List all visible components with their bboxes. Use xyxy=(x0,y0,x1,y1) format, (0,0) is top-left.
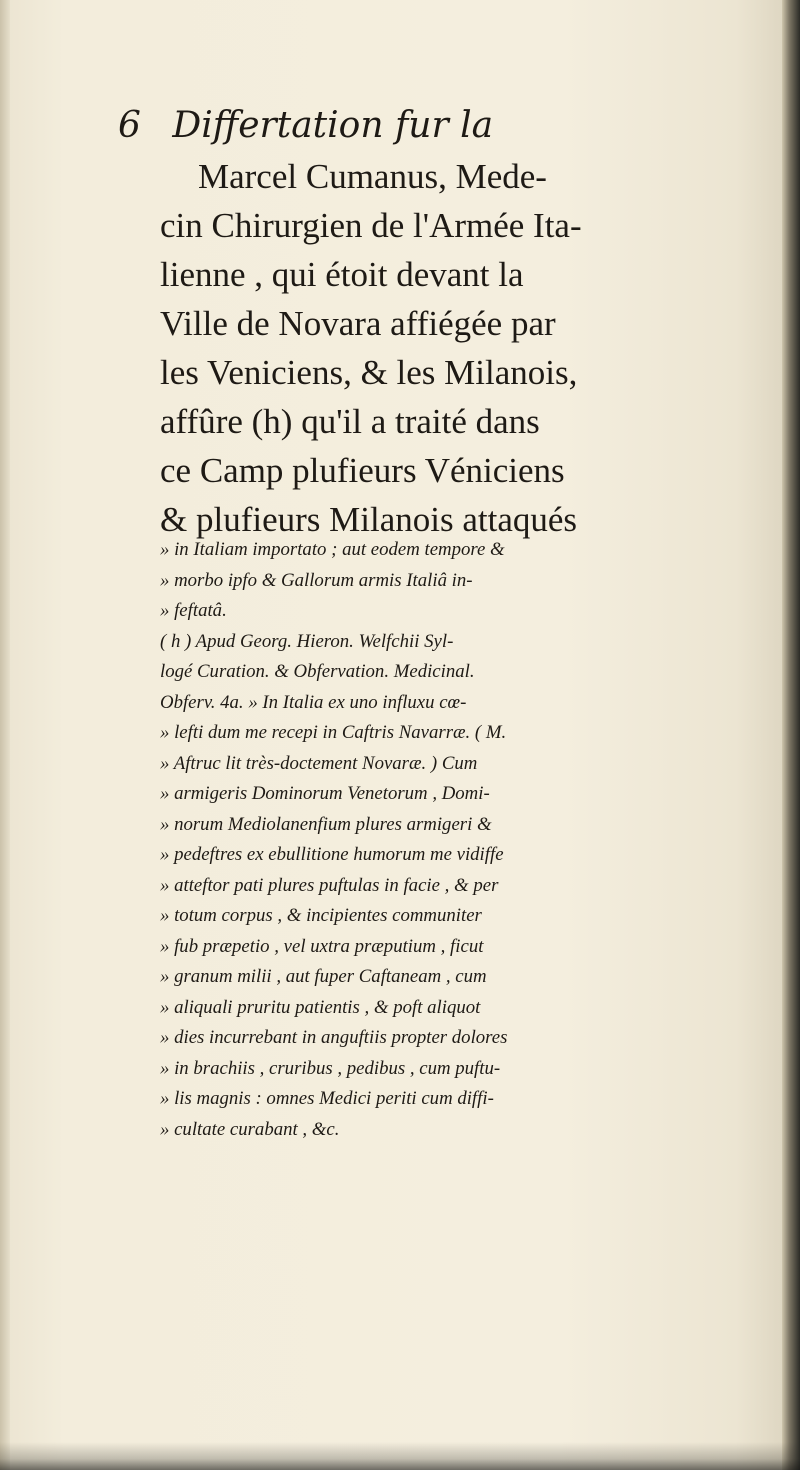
footnote-line: » pedeftres ex ebullitione humorum me vidiffe xyxy=(160,844,504,865)
page-bottom-shadow xyxy=(0,1442,800,1470)
footnote-line: logé Curation. & Obfervation. Medicinal. xyxy=(160,661,475,682)
footnote-line: » cultate curabant , &c. xyxy=(160,1118,340,1140)
footnote-line: » aliquali pruritu patientis , & poft aliquot xyxy=(160,996,481,1018)
footnote-line: » lefti dum me recepi in Caftris Navarræ. ( M. xyxy=(160,722,507,743)
footnote-line: » dies incurrebant in anguftiis propter dolores xyxy=(160,1027,508,1048)
running-header xyxy=(118,105,638,146)
page-number: 6 xyxy=(118,105,141,146)
main-text xyxy=(160,152,720,544)
footnote-line: ( h ) Apud Georg. Hieron. Welfchii Syl- xyxy=(160,630,454,652)
text-line: & plufieurs Milanois attaqués xyxy=(160,500,578,539)
text-line: ce Camp plufieurs Véniciens xyxy=(160,451,565,490)
footnote-line: » totum corpus , & incipientes communiter xyxy=(160,905,482,926)
text-line: Marcel Cumanus, Mede- xyxy=(198,157,547,196)
footnote-line: » feftatâ. xyxy=(160,600,227,621)
footnote-line: » granum milii , aut fuper Caftaneam , cum xyxy=(160,966,487,987)
footnote-line: Obferv. 4a. » In Italia ex uno influxu cœ- xyxy=(160,691,467,713)
footnote-line: » Aftruc lit très-doctement Novaræ. ) Cum xyxy=(160,752,478,774)
footnote-line: » atteftor pati plures puftulas in facie , & per xyxy=(160,874,499,896)
running-title: Differtation fur la xyxy=(172,105,494,146)
footnote-line: » fub præpetio , vel uxtra præputium , ficut xyxy=(160,935,484,957)
footnote-line: » in brachiis , cruribus , pedibus , cum puftu- xyxy=(160,1057,501,1079)
page-left-edge xyxy=(0,0,10,1470)
text-line: les Veniciens, & les Milanois, xyxy=(160,353,578,392)
footnote-line: » armigeris Dominorum Venetorum , Domi- xyxy=(160,783,490,804)
footnote-line: » lis magnis : omnes Medici periti cum diffi- xyxy=(160,1088,494,1109)
text-line: affûre (h) qu'il a traité dans xyxy=(160,402,540,441)
footnotes xyxy=(160,535,760,1145)
book-binding-edge xyxy=(782,0,800,1470)
text-line: cin Chirurgien de l'Armée Ita- xyxy=(160,206,582,245)
text-line: Ville de Novara affiégée par xyxy=(160,304,556,343)
footnote-line: » morbo ipfo & Gallorum armis Italiâ in- xyxy=(160,569,473,591)
text-line: lienne , qui étoit devant la xyxy=(160,255,524,294)
footnote-line: » in Italiam importato ; aut eodem tempore & xyxy=(160,539,505,560)
footnote-line: » norum Mediolanenfium plures armigeri & xyxy=(160,813,492,835)
